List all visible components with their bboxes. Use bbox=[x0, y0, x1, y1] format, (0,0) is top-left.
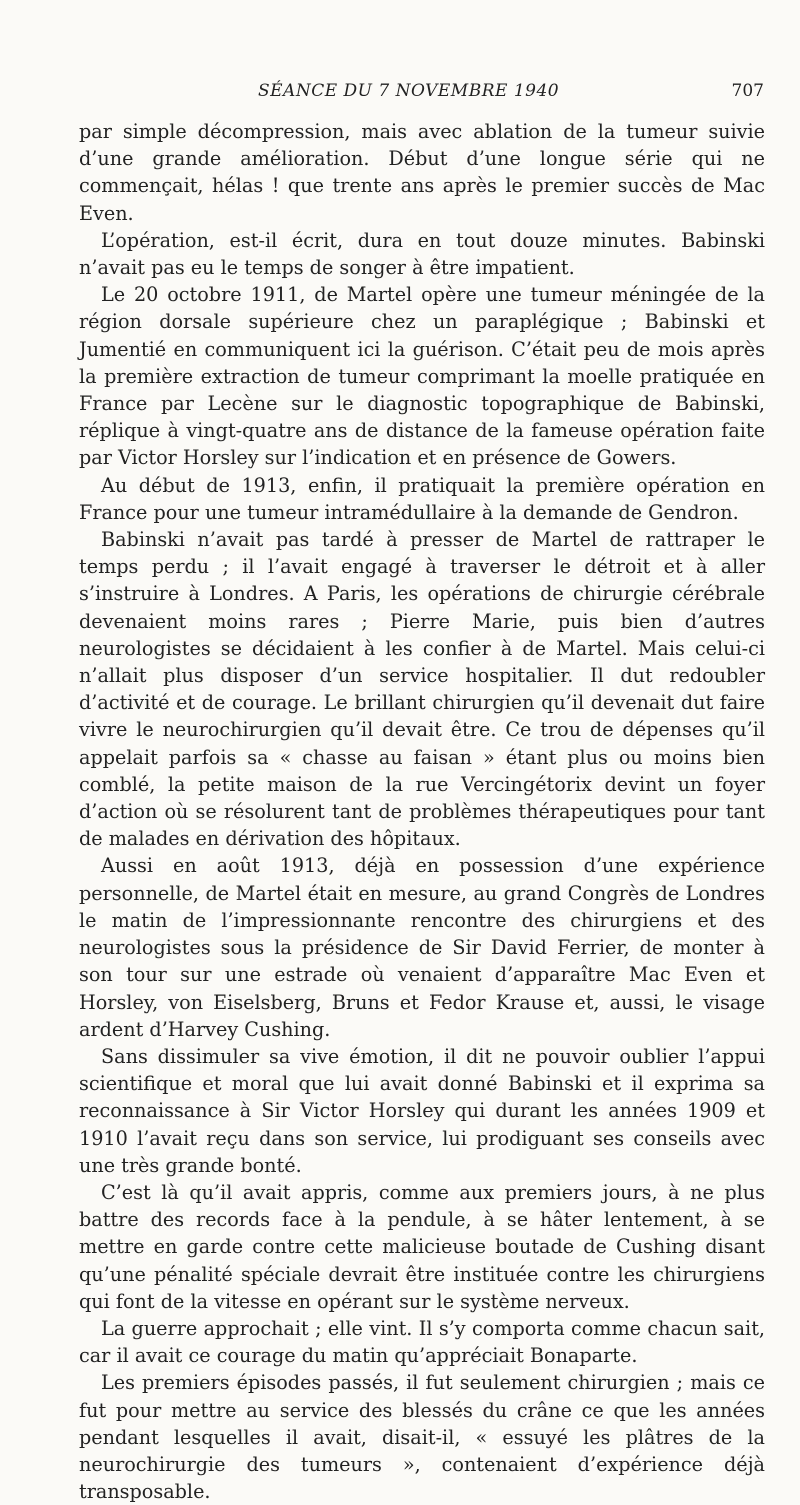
paragraph: Babinski n’avait pas tardé à presser de Martel de rattraper le temps perdu ; il l’avait engagé à traverser le détroit et à aller s’instruire à Londres. A Paris, les opérations de chirurgie cérébrale devenaient moins rares ; Pierre Marie, puis bien d’autres neurologistes se décidaient à les confier à de Martel. Mais celui-ci n’allait plus disposer d’un service hospitalier. Il dut redoubler d’activité et de courage. Le brillant chirurgien qu’il devenait dut faire vivre le neurochirurgien qu’il devait être. Ce trou de dépenses qu’il appelait parfois sa « chasse au faisan » étant plus ou moins bien comblé, la petite maison de la rue Vercingétorix devint un foyer d’action où se résolurent tant de problèmes thérapeutiques pour tant de malades en dérivation des hôpitaux. bbox=[79, 528, 765, 851]
body-text bbox=[79, 118, 765, 1505]
paragraph: L’opération, est-il écrit, dura en tout douze minutes. Babinski n’avait pas eu le temps de songer à être impatient. bbox=[79, 228, 765, 280]
paragraph: Les premiers épisodes passés, il fut seulement chirurgien ; mais ce fut pour mettre au service des blessés du crâne ce que les années pendant lesquelles il avait, disait-il, « essuyé les plâtres de la neurochirurgie des tumeurs », contenaient d’expérience déjà transposable. bbox=[79, 1371, 765, 1504]
paragraph: par simple décompression, mais avec ablation de la tumeur suivie d’une grande amélioration. Début d’une longue série qui ne commençait, hélas ! que trente ans après le premier succès de Mac Even. bbox=[79, 120, 765, 225]
paragraph: Le 20 octobre 1911, de Martel opère une tumeur méningée de la région dorsale supérieure chez un paraplégique ; Babinski et Jumentié en communiquent ici la guérison. C’était peu de mois après la première extraction de tumeur comprimant la moelle pratiquée en France par Lecène sur le diagnostic topographique de Babinski, réplique à vingt-quatre ans de distance de la fameuse opération faite par Victor Horsley sur l’indication et en présence de Gowers. bbox=[79, 283, 765, 470]
page-number: 707 bbox=[731, 81, 764, 101]
running-title: SÉANCE DU 7 NOVEMBRE 1940 bbox=[258, 81, 560, 101]
running-head bbox=[0, 81, 800, 105]
paragraph: Aussi en août 1913, déjà en possession d’une expérience personnelle, de Martel était en mesure, au grand Congrès de Londres le matin de l’impressionnante rencontre des chirurgiens et des neurologistes sous la présidence de Sir David Ferrier, de monter à son tour sur une estrade où venaient d’apparaître Mac Even et Horsley, von Eiselsberg, Bruns et Fedor Krause et, aussi, le visage ardent d’Harvey Cushing. bbox=[79, 854, 765, 1041]
paragraph: C’est là qu’il avait appris, comme aux premiers jours, à ne plus battre des records face à la pendule, à se hâter lentement, à se mettre en garde contre cette malicieuse boutade de Cushing disant qu’une pénalité spéciale devrait être instituée contre les chirurgiens qui font de la vitesse en opérant sur le système nerveux. bbox=[79, 1180, 765, 1313]
paragraph: La guerre approchait ; elle vint. Il s’y comporta comme chacun sait, car il avait ce courage du matin qu’appréciait Bonaparte. bbox=[79, 1316, 765, 1368]
paragraph: Sans dissimuler sa vive émotion, il dit ne pouvoir oublier l’appui scientifique et moral que lui avait donné Babinski et il exprima sa reconnaissance à Sir Victor Horsley qui durant les années 1909 et 1910 l’avait reçu dans son service, lui prodiguant ses conseils avec une très grande bonté. bbox=[79, 1044, 765, 1177]
paragraph: Au début de 1913, enfin, il pratiquait la première opération en France pour une tumeur intramédullaire à la demande de Gendron. bbox=[79, 473, 765, 524]
